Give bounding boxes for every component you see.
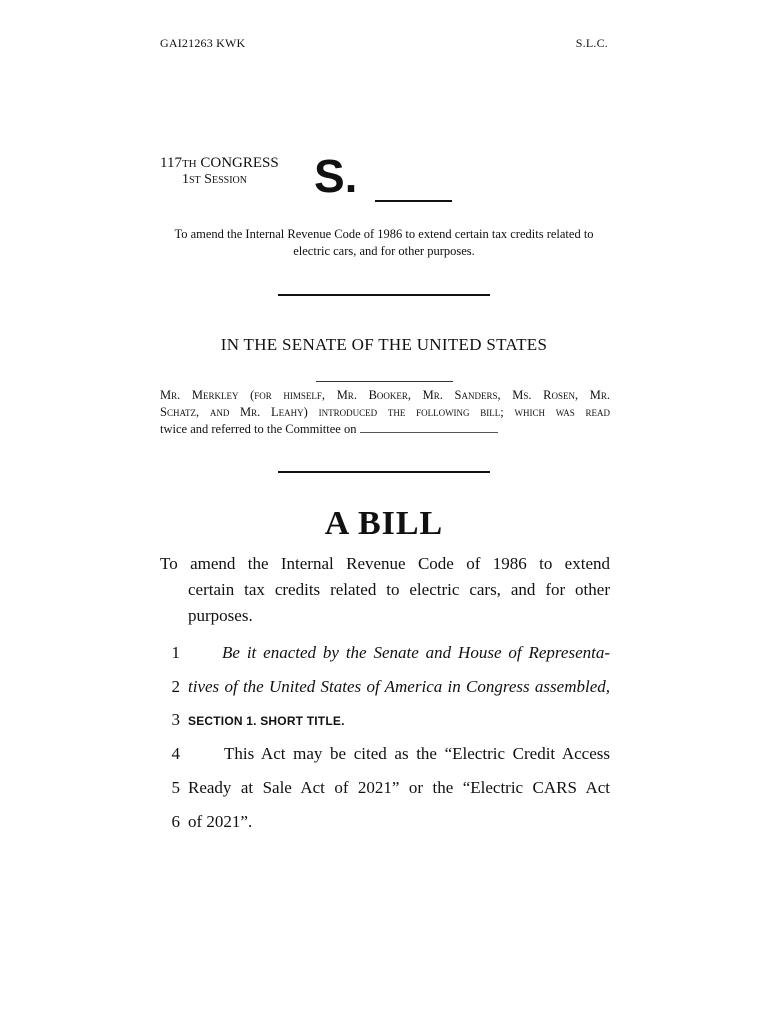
section-text-line-3: of 2021”. [188, 812, 253, 831]
section-text-line-2: Ready at Sale Act of 2021” or the “Electric CARS Act [188, 778, 610, 797]
line-number: 1 [171, 643, 180, 662]
purpose-summary: To amend the Internal Revenue Code of 1986 to extend certain tax credits related to electric cars, and for other purposes. [174, 227, 594, 258]
intro-line-3-wrap [160, 421, 610, 438]
bill-number-blank [375, 200, 452, 202]
congress-word: CONGRESS [200, 155, 279, 171]
long-title-line-3: purposes. [188, 606, 253, 625]
enacting-clause-line-1: Be it enacted by the Senate and House of Representa- [222, 643, 610, 662]
congress-ordinal: 117th [160, 155, 197, 171]
session-label [182, 172, 247, 188]
congress-number [160, 155, 279, 172]
line-number: 3 [171, 710, 180, 729]
line-number: 5 [171, 778, 180, 797]
line-number: 4 [171, 744, 180, 763]
bill-heading: A BILL [324, 505, 444, 542]
section-heading: SECTION 1. SHORT TITLE. [188, 714, 345, 728]
divider-rule-2 [278, 471, 490, 473]
enacting-clause-line-2: tives of the United States of America in Congress assembled, [188, 677, 610, 696]
committee-blank [360, 421, 498, 433]
divider-rule [278, 294, 490, 296]
document-id: GAI21263 KWK [160, 36, 246, 50]
section-text-line-1: This Act may be cited as the “Electric Credit Access [224, 744, 610, 763]
long-title [160, 551, 610, 629]
session-word: Session [204, 172, 247, 187]
line-number: 6 [171, 812, 180, 831]
intro-line-1: Mr. Merkley (for himself, Mr. Booker, Mr. Sanders, Ms. Rosen, Mr. [160, 388, 610, 402]
sponsor-introduction [160, 387, 610, 438]
intro-line-3: twice and referred to the Committee on [160, 422, 357, 436]
bill-designation: S. [314, 150, 358, 202]
long-title-line-2: certain tax credits related to electric cars, and for other [188, 580, 610, 599]
thin-divider-rule [316, 381, 453, 382]
session-ordinal: 1st [182, 172, 201, 187]
slc-marker: S.L.C. [575, 36, 608, 50]
line-number: 2 [171, 677, 180, 696]
long-title-line-1: To amend the Internal Revenue Code of 1986 to extend [160, 554, 610, 573]
chamber-heading: IN THE SENATE OF THE UNITED STATES [220, 335, 548, 354]
intro-line-2: Schatz, and Mr. Leahy) introduced the following bill; which was read [160, 405, 610, 419]
